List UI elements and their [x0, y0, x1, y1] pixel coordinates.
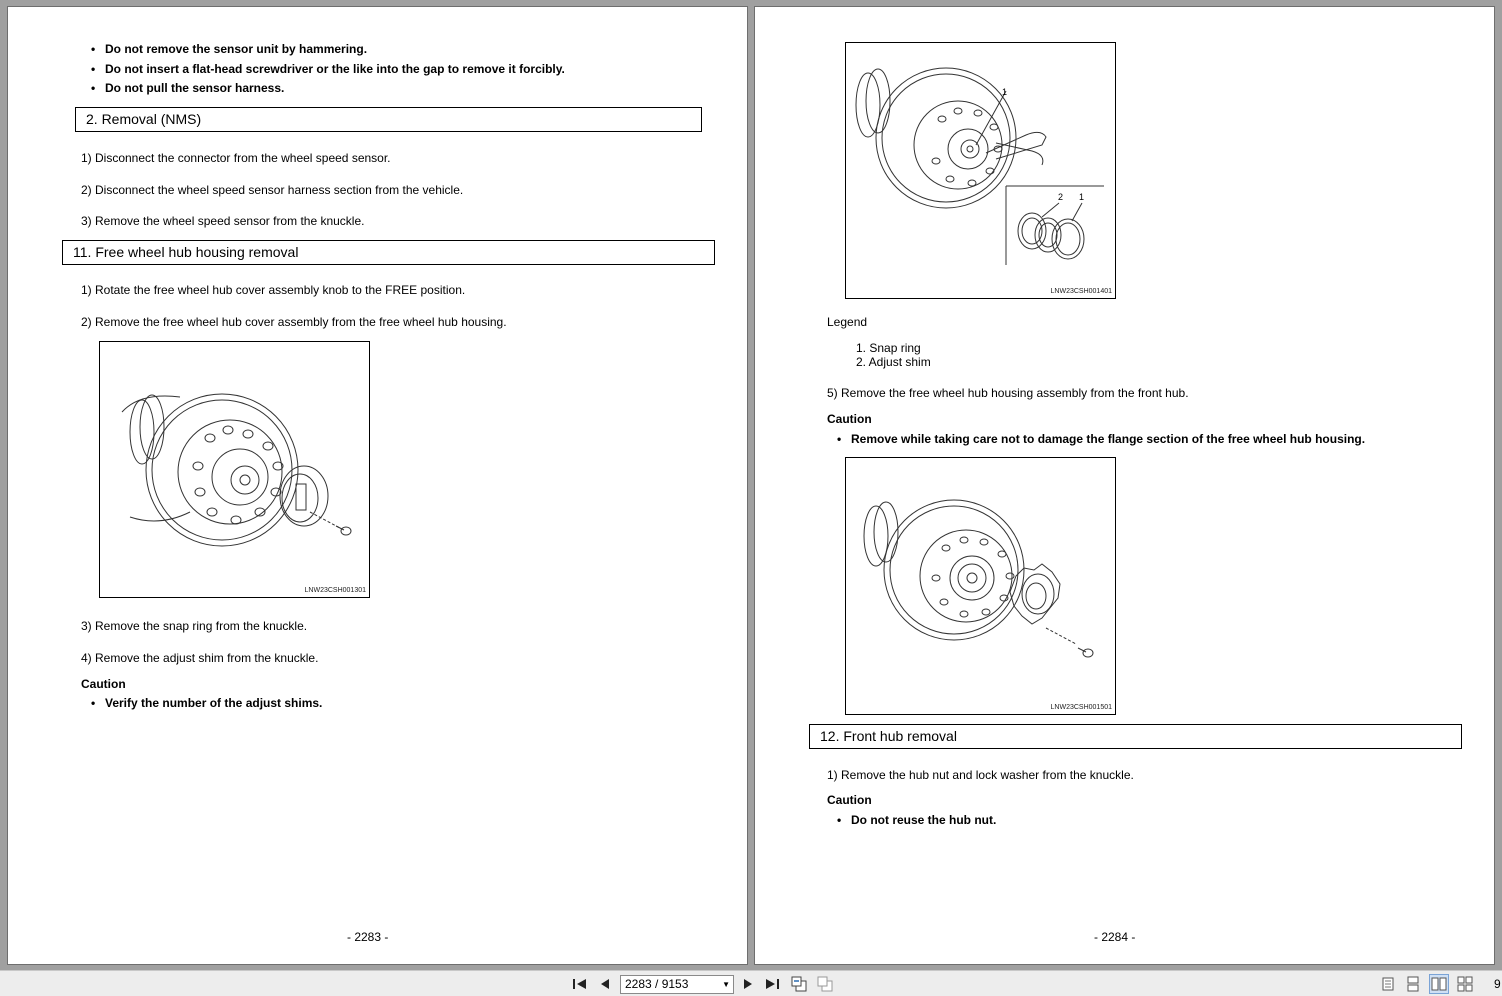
figure-hub-cover-removal: [99, 341, 370, 598]
hub-housing-illustration: [846, 458, 1116, 715]
page-number-field[interactable]: [620, 975, 734, 994]
caution-bullet: • Verify the number of the adjust shims.: [105, 696, 322, 710]
figure-code: LNW23CSH001301: [304, 587, 366, 594]
legend-item: 1. Snap ring: [856, 341, 921, 355]
go-forward-icon[interactable]: [815, 974, 835, 994]
step-text: 1) Disconnect the connector from the wheel speed sensor.: [81, 151, 391, 165]
page-number: - 2284 -: [1094, 930, 1136, 944]
chevron-down-icon[interactable]: ▼: [722, 980, 730, 989]
first-page-icon[interactable]: [570, 974, 590, 994]
step-text: 1) Rotate the free wheel hub cover assembly knob to the FREE position.: [81, 283, 466, 297]
page-number-value: 2283 / 9153: [625, 977, 689, 991]
next-page-icon[interactable]: [738, 974, 758, 994]
page-2284: [754, 6, 1495, 965]
caution-label: Caution: [81, 677, 126, 691]
section-heading-removal-nms: 2. Removal (NMS): [75, 107, 702, 132]
step-text: 2) Remove the free wheel hub cover assembly from the free wheel hub housing.: [81, 315, 507, 329]
hub-cover-illustration: [100, 342, 370, 598]
caution-bullet: • Do not remove the sensor unit by hammering.: [105, 42, 367, 56]
callout-label: 1: [1002, 87, 1008, 97]
page-2283: [7, 6, 748, 965]
section-heading-front-hub-removal: 12. Front hub removal: [809, 724, 1462, 749]
step-text: 1) Remove the hub nut and lock washer from the knuckle.: [827, 768, 1134, 782]
zoom-level[interactable]: 9: [1494, 977, 1501, 991]
navigation-toolbar: [0, 970, 1502, 996]
caution-bullet: • Do not reuse the hub nut.: [851, 813, 996, 827]
section-heading-free-wheel-hub-housing-removal: 11. Free wheel hub housing removal: [62, 240, 715, 265]
caution-label: Caution: [827, 412, 872, 426]
figure-hub-housing-removal: [845, 457, 1116, 715]
step-text: 2) Disconnect the wheel speed sensor harness section from the vehicle.: [81, 183, 464, 197]
snap-ring-illustration: [846, 43, 1116, 299]
last-page-icon[interactable]: [762, 974, 782, 994]
figure-code: LNW23CSH001401: [1050, 288, 1112, 295]
step-text: 3) Remove the wheel speed sensor from the knuckle.: [81, 214, 365, 228]
figure-snap-ring-removal: [845, 42, 1116, 299]
prev-page-icon[interactable]: [595, 974, 615, 994]
continuous-facing-icon[interactable]: [1455, 974, 1475, 994]
legend-item: 2. Adjust shim: [856, 355, 931, 369]
step-text: 5) Remove the free wheel hub housing assembly from the front hub.: [827, 386, 1189, 400]
go-back-icon[interactable]: [789, 974, 809, 994]
facing-pages-icon[interactable]: [1429, 974, 1449, 994]
caution-bullet: • Do not pull the sensor harness.: [105, 81, 284, 95]
caution-label: Caution: [827, 793, 872, 807]
figure-code: LNW23CSH001501: [1050, 704, 1112, 711]
callout-label: 2: [1058, 192, 1064, 202]
single-page-icon[interactable]: [1378, 974, 1398, 994]
caution-bullet: • Do not insert a flat-head screwdriver or the like into the gap to remove it forcibly.: [105, 62, 565, 76]
callout-label: 1: [1079, 192, 1085, 202]
legend-label: Legend: [827, 315, 868, 329]
step-text: 4) Remove the adjust shim from the knuckle.: [81, 651, 319, 665]
step-text: 3) Remove the snap ring from the knuckle.: [81, 619, 308, 633]
page-number: - 2283 -: [347, 930, 389, 944]
caution-bullet: • Remove while taking care not to damage the flange section of the free wheel hub housing.: [851, 432, 1365, 446]
continuous-page-icon[interactable]: [1403, 974, 1423, 994]
